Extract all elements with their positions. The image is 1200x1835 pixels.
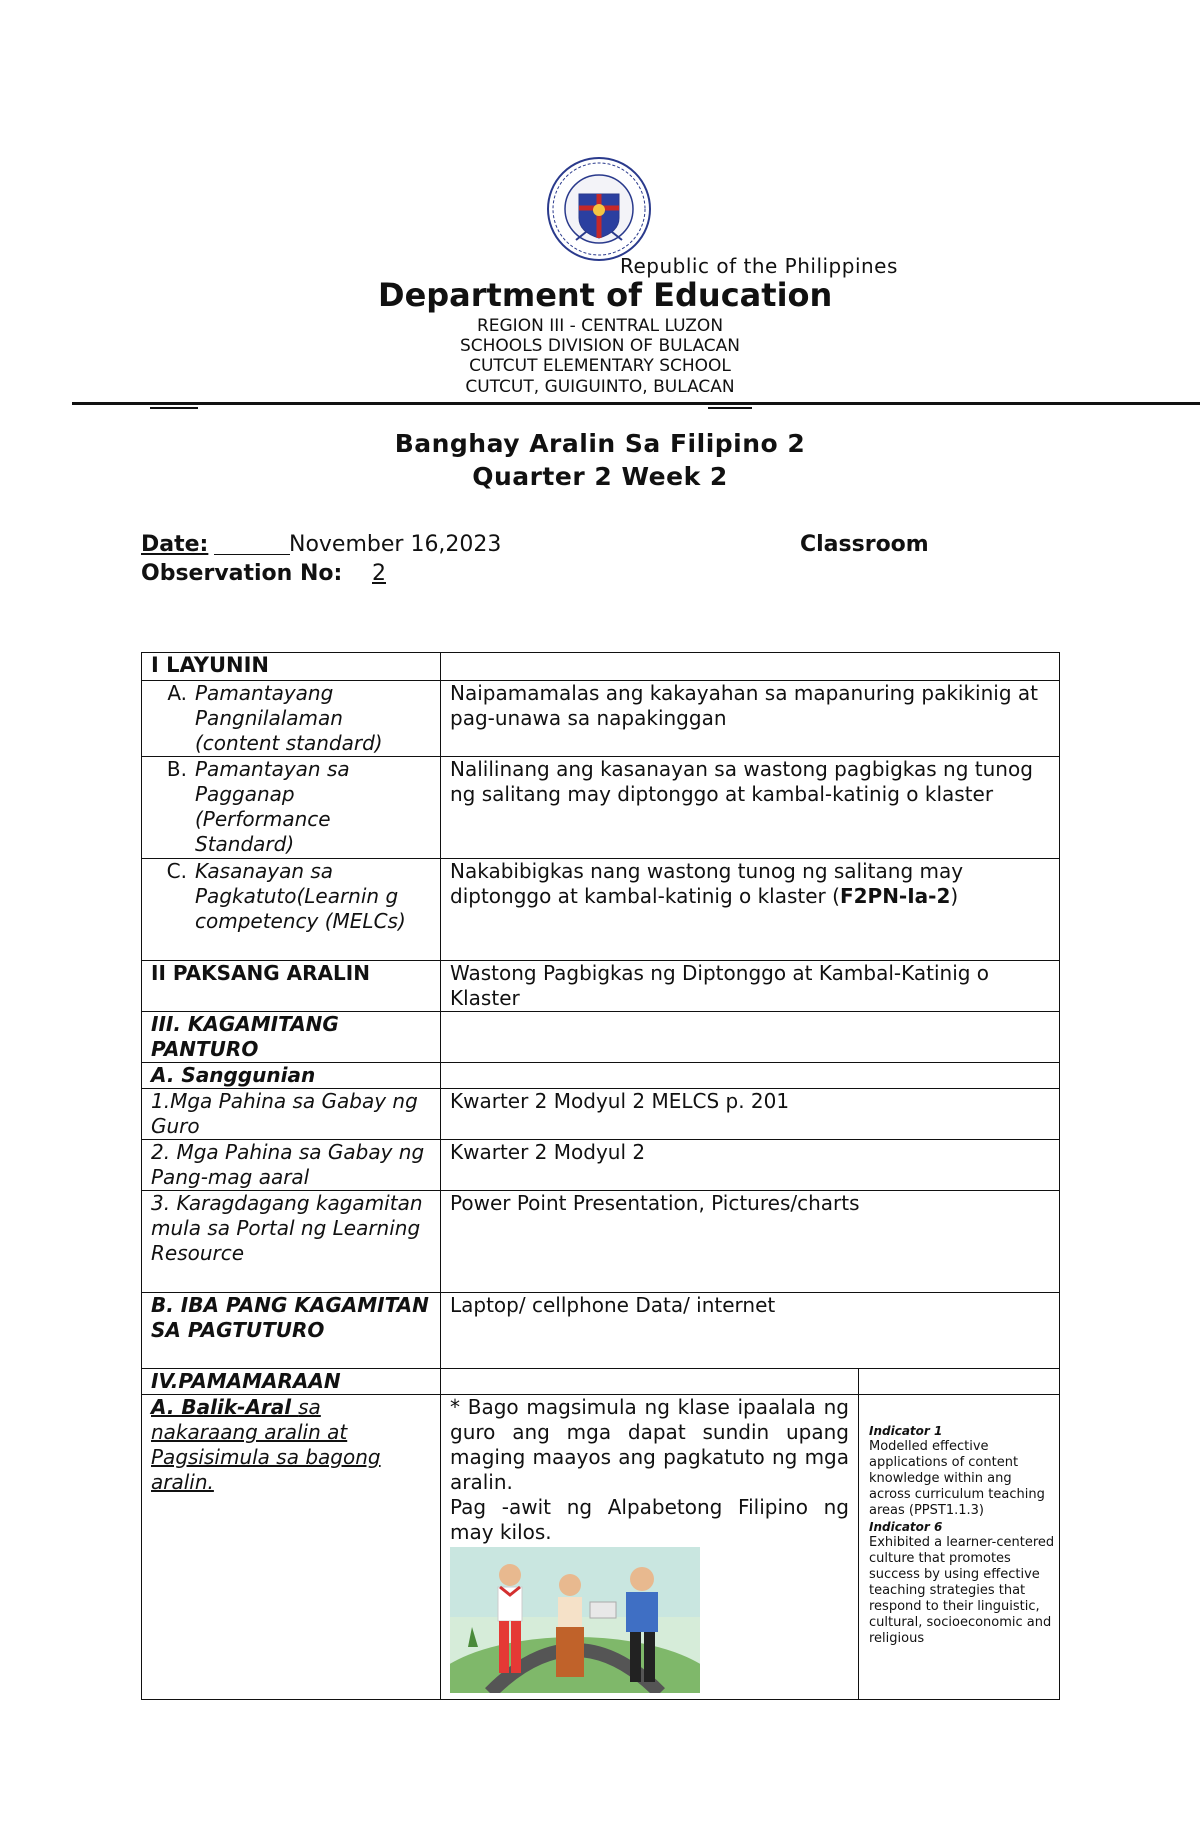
plan-subtitle: Quarter 2 Week 2	[472, 462, 728, 491]
header-divider-accent	[708, 407, 752, 409]
item-letter: B.	[166, 757, 187, 781]
table-row	[142, 653, 1060, 681]
table-row	[142, 1063, 1060, 1089]
balik-aral-song: Pag -awit ng Alpabetong Filipino ng may kilos.	[450, 1495, 849, 1544]
table-row	[142, 859, 1060, 961]
table-row	[142, 757, 1060, 859]
table-row	[142, 1293, 1060, 1369]
gabay-guro-label: 1.Mga Pahina sa Gabay ng Guro	[142, 1089, 441, 1140]
section-kagamitan: III. KAGAMITANG PANTURO	[142, 1012, 441, 1063]
date-underline	[214, 532, 290, 555]
division-line: SCHOOLS DIVISION OF BULACAN	[459, 336, 740, 356]
classroom-label: Classroom	[800, 532, 929, 557]
performance-standard-value: Nalilinang ang kasanayan sa wastong pagbigkas ng tunog ng salitang may diptonggo at kambal-katinig o klaster	[441, 757, 1060, 859]
balik-aral-text: * Bago magsimula ng klase ipaalala ng guro ang mga dapat sundin upang maging maayos ang pagkatuto ng mga aralin.	[450, 1395, 849, 1494]
section-pamamaraan: IV.PAMAMARAAN	[142, 1369, 441, 1395]
plan-title: Banghay Aralin Sa Filipino 2	[394, 429, 806, 458]
school-line: CUTCUT ELEMENTARY SCHOOL	[469, 356, 731, 376]
sanggunian-label: A. Sanggunian	[142, 1063, 441, 1089]
deped-seal-logo	[546, 156, 652, 262]
department-name: Department of Education	[378, 276, 833, 314]
republic-line: Republic of the Philippines	[620, 254, 898, 278]
table-row	[142, 1369, 1060, 1395]
address-line: CUTCUT, GUIGUINTO, BULACAN	[465, 377, 735, 397]
observation-label: Observation No:	[141, 561, 343, 586]
date-label: Date:	[141, 532, 209, 557]
header-divider-accent	[150, 407, 198, 409]
iba-kagamitan-label: B. IBA PANG KAGAMITAN SA PAGTUTURO	[142, 1293, 441, 1369]
content-standard-label: Pamantayang Pangnilalaman (content standard)	[195, 681, 383, 755]
indicators-note	[859, 1395, 1060, 1700]
karagdagan-label: 3. Karagdagang kagamitan mula sa Portal ng Learning Resource	[142, 1191, 441, 1293]
section-paksa: II PAKSANG ARALIN	[142, 961, 441, 1012]
table-row	[142, 961, 1060, 1012]
gabay-guro-value: Kwarter 2 Modyul 2 MELCS p. 201	[441, 1089, 1060, 1140]
iba-kagamitan-value: Laptop/ cellphone Data/ internet	[441, 1293, 1060, 1369]
indicator-6-title: Indicator 6	[869, 1520, 943, 1534]
indicator-6-text: Exhibited a learner-centered culture that promotes success by using effective teaching strategies that respond to their linguistic, cultural, socioeconomic and religious	[869, 1535, 1055, 1646]
content-standard-value: Naipamamalas ang kakayahan sa mapanuring pakikinig at pag-unawa sa napakinggan	[441, 681, 1060, 757]
table-row	[142, 1191, 1060, 1293]
competency-label: Kasanayan sa Pagkatuto(Learnin g competency (MELCs)	[195, 859, 406, 933]
karagdagan-value: Power Point Presentation, Pictures/charts	[441, 1191, 1060, 1293]
balik-aral-content	[441, 1395, 859, 1700]
table-row	[142, 1395, 1060, 1700]
table-row	[142, 681, 1060, 757]
item-letter: C.	[166, 859, 187, 883]
header-divider	[72, 402, 1200, 405]
date-value: November 16,2023	[289, 532, 502, 557]
section-layunin: I LAYUNIN	[142, 653, 441, 681]
competency-value: Nakabibigkas nang wastong tunog ng salitang may diptonggo at kambal-katinig o klaster (F2PN-Ia-2)	[441, 859, 1060, 961]
children-illustration-image	[450, 1547, 700, 1693]
table-row	[142, 1140, 1060, 1191]
melc-code: F2PN-Ia-2	[839, 884, 951, 908]
item-letter: A.	[167, 681, 187, 705]
balik-aral-label: A. Balik-Aral sa nakaraang aralin at Pagsisimula sa bagong aralin.	[142, 1395, 441, 1700]
performance-standard-label: Pamantayan sa Pagganap (Performance Standard)	[195, 757, 350, 856]
paksa-value: Wastong Pagbigkas ng Diptonggo at Kambal-Katinig o Klaster	[441, 961, 1060, 1012]
observation-value: 2	[372, 561, 386, 586]
table-row	[142, 1012, 1060, 1063]
region-line: REGION III - CENTRAL LUZON	[476, 316, 724, 336]
table-row	[142, 1089, 1060, 1140]
indicator-1-title: Indicator 1	[869, 1424, 943, 1438]
indicator-1-text: Modelled effective applications of content knowledge within ang across curriculum teaching areas (PPST1.1.3)	[869, 1439, 1045, 1518]
gabay-aaral-label: 2. Mga Pahina sa Gabay ng Pang-mag aaral	[142, 1140, 441, 1191]
lesson-plan-table	[141, 652, 1060, 1700]
gabay-aaral-value: Kwarter 2 Modyul 2	[441, 1140, 1060, 1191]
